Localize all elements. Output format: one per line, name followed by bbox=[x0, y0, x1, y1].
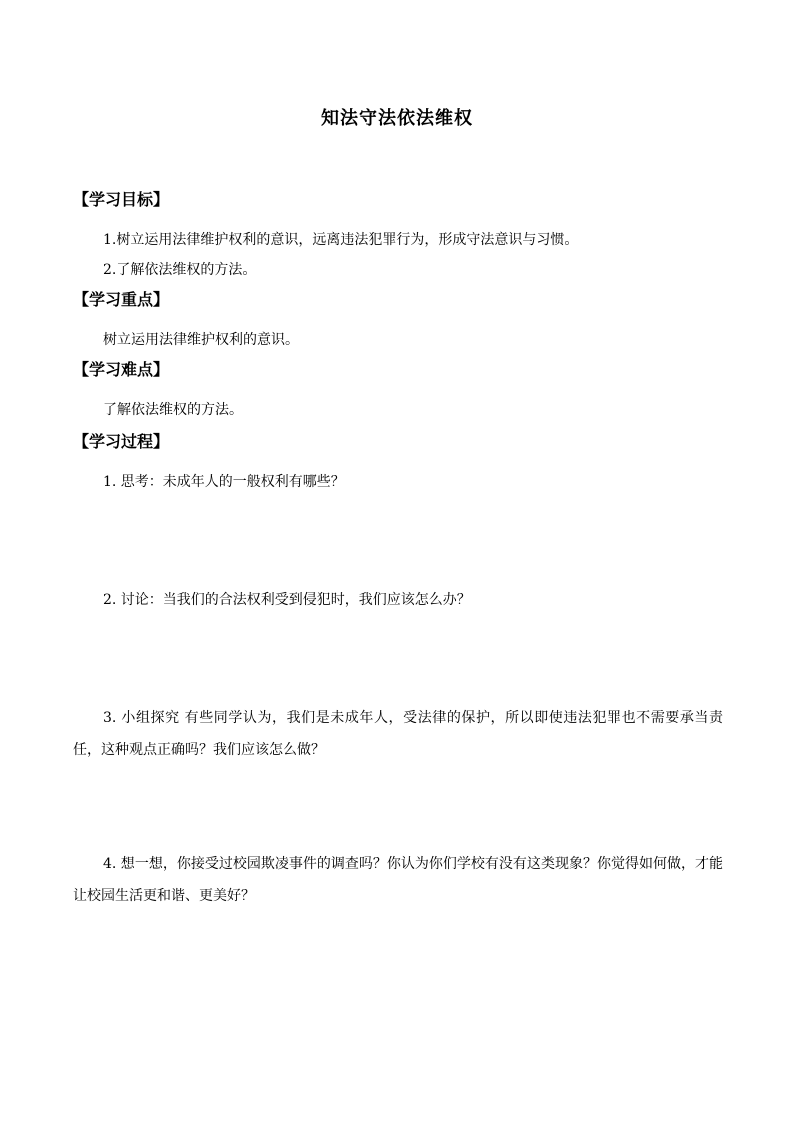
objective-item-1: 1.树立运用法律维护权利的意识，远离违法犯罪行为，形成守法意识与习惯。 bbox=[103, 232, 579, 248]
difficulties-text: 了解依法维权的方法。 bbox=[103, 402, 243, 418]
question-3: 3. 小组探究 有些同学认为，我们是未成年人，受法律的保护，所以即使违法犯罪也不需要承当责任，这种观点正确吗？我们应该怎么做？ bbox=[73, 710, 723, 758]
heading-key-points: 【学习重点】 bbox=[73, 290, 170, 309]
heading-difficulties: 【学习难点】 bbox=[73, 360, 170, 379]
objective-item-2: 2.了解依法维权的方法。 bbox=[103, 262, 257, 278]
heading-learning-objectives: 【学习目标】 bbox=[73, 190, 170, 209]
key-points-text: 树立运用法律维护权利的意识。 bbox=[103, 332, 299, 348]
document-title: 知法守法依法维权 bbox=[321, 108, 473, 129]
heading-learning-process: 【学习过程】 bbox=[73, 432, 170, 451]
question-4: 4. 想一想，你接受过校园欺凌事件的调查吗？你认为你们学校有没有这类现象？你觉得如何做，才能让校园生活更和谐、更美好？ bbox=[73, 856, 723, 904]
question-1: 1. 思考：未成年人的一般权利有哪些？ bbox=[103, 474, 345, 490]
question-2: 2. 讨论：当我们的合法权利受到侵犯时，我们应该怎么办？ bbox=[103, 592, 471, 608]
